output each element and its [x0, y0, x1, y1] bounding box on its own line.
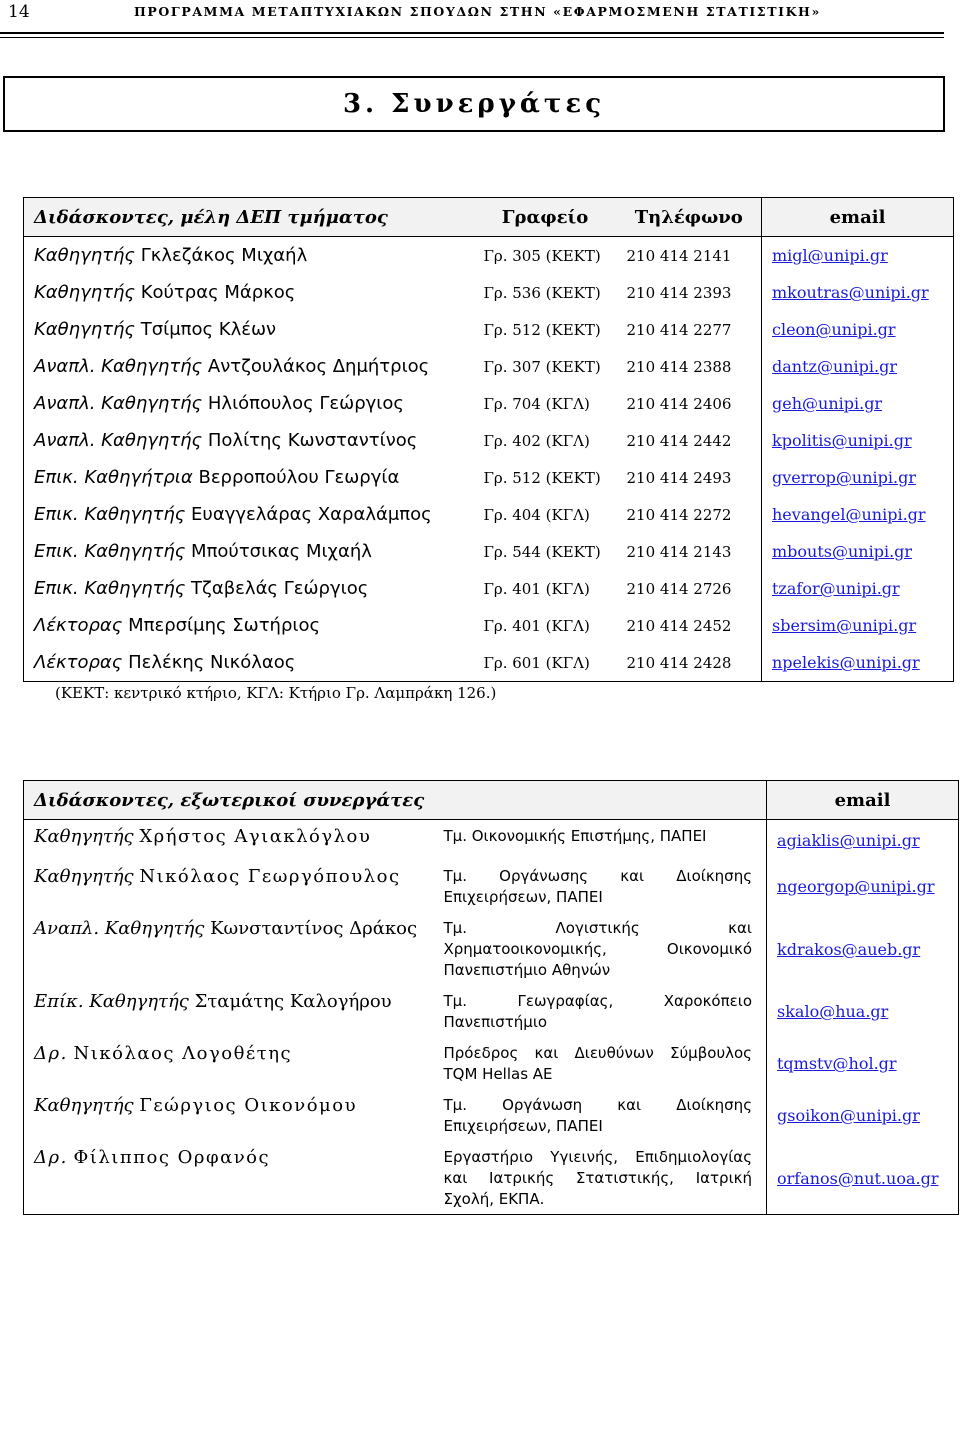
- email-link[interactable]: orfanos@nut.uoa.gr: [777, 1168, 939, 1188]
- external-affiliation: Τμ. Γεωγραφίας, Χαροκόπειο Πανεπιστήμιο: [443, 991, 752, 1031]
- faculty-office: Γρ. 402 (ΚΓΛ): [483, 431, 590, 450]
- email-link[interactable]: gsoikon@unipi.gr: [777, 1106, 920, 1125]
- faculty-office: Γρ. 401 (ΚΓΛ): [483, 616, 590, 635]
- col-header-office: Γραφείο: [474, 198, 617, 237]
- faculty-phone: 210 414 2726: [626, 579, 732, 598]
- faculty-phone: 210 414 2143: [626, 542, 732, 561]
- section-title-box: [3, 76, 945, 132]
- faculty-row: [24, 496, 954, 533]
- faculty-office: Γρ. 404 (ΚΓΛ): [483, 505, 590, 524]
- faculty-row: [24, 237, 954, 275]
- email-link[interactable]: dantz@unipi.gr: [772, 357, 898, 376]
- faculty-email-cell: [762, 237, 954, 275]
- external-name: Αναπλ. Καθηγητής Κωνσταντίνος Δράκος: [34, 917, 418, 939]
- external-name: Καθηγητής Νικόλαος Γεωργόπουλος: [34, 865, 401, 887]
- faculty-phone: 210 414 2493: [626, 468, 732, 487]
- email-link[interactable]: skalo@hua.gr: [777, 1002, 889, 1021]
- col-header-external-email: email: [767, 781, 959, 820]
- external-email-cell: [767, 985, 959, 1037]
- faculty-email-cell: [762, 570, 954, 607]
- faculty-email-cell: [762, 274, 954, 311]
- faculty-header-row: [24, 198, 954, 237]
- faculty-row: [24, 459, 954, 496]
- faculty-row: [24, 348, 954, 385]
- external-row: [24, 820, 959, 860]
- external-name: Δρ. Φίλιππος Ορφανός: [34, 1146, 271, 1168]
- col-header-name: Διδάσκοντες, μέλη ΔΕΠ τμήματος: [24, 198, 474, 237]
- col-header-affiliation: [434, 781, 767, 820]
- faculty-row: [24, 570, 954, 607]
- external-row: [24, 1141, 959, 1215]
- faculty-phone: 210 414 2272: [626, 505, 732, 524]
- faculty-name: Καθηγητής Γκλεζάκος Μιχαήλ: [34, 245, 308, 266]
- faculty-name: Αναπλ. Καθηγητής Ηλιόπουλος Γεώργιος: [34, 393, 404, 414]
- faculty-office: Γρ. 305 (ΚΕΚΤ): [483, 246, 601, 265]
- faculty-name: Επικ. Καθηγητής Τζαβελάς Γεώργιος: [34, 578, 369, 599]
- faculty-email-cell: [762, 348, 954, 385]
- external-row: [24, 1037, 959, 1089]
- email-link[interactable]: geh@unipi.gr: [772, 394, 883, 413]
- email-link[interactable]: gverrop@unipi.gr: [772, 468, 916, 487]
- header-rule: [0, 32, 944, 34]
- external-affiliation: Τμ. Λογιστικής και Χρηματοοικονομικής, Οικονομικό Πανεπιστήμιο Αθηνών: [443, 918, 752, 979]
- external-row: [24, 985, 959, 1037]
- email-link[interactable]: kpolitis@unipi.gr: [772, 431, 912, 450]
- external-email-cell: [767, 1141, 959, 1215]
- faculty-email-cell: [762, 459, 954, 496]
- faculty-email-cell: [762, 496, 954, 533]
- external-email-cell: [767, 1037, 959, 1089]
- email-link[interactable]: npelekis@unipi.gr: [772, 653, 920, 672]
- faculty-name: Καθηγητής Τσίμπος Κλέων: [34, 319, 277, 340]
- external-affiliation: Τμ. Οικονομικής Επιστήμης, ΠΑΠΕΙ: [434, 820, 767, 860]
- external-name: Καθηγητής Χρήστος Αγιακλόγλου: [24, 820, 434, 860]
- faculty-email-cell: [762, 385, 954, 422]
- building-note: (ΚΕΚΤ: κεντρικό κτήριο, ΚΓΛ: Κτήριο Γρ. Λαμπράκη 126.): [55, 684, 497, 702]
- faculty-email-cell: [762, 422, 954, 459]
- email-link[interactable]: sbersim@unipi.gr: [772, 616, 917, 635]
- faculty-row: [24, 311, 954, 348]
- external-row: [24, 860, 959, 912]
- faculty-phone: 210 414 2452: [626, 616, 732, 635]
- email-link[interactable]: tzafor@unipi.gr: [772, 579, 900, 598]
- email-link[interactable]: mbouts@unipi.gr: [772, 542, 913, 561]
- faculty-name: Επικ. Καθηγητής Ευαγγελάρας Χαραλάμπος: [34, 504, 432, 525]
- faculty-name: Αναπλ. Καθηγητής Πολίτης Κωνσταντίνος: [34, 430, 418, 451]
- external-name: Καθηγητής Γεώργιος Οικονόμου: [34, 1094, 358, 1116]
- faculty-name: Αναπλ. Καθηγητής Αντζουλάκος Δημήτριος: [34, 356, 430, 377]
- faculty-office: Γρ. 307 (ΚΕΚΤ): [483, 357, 601, 376]
- faculty-name: Λέκτορας Μπερσίμης Σωτήριος: [34, 615, 321, 636]
- external-table: [23, 780, 959, 1215]
- faculty-office: Γρ. 401 (ΚΓΛ): [483, 579, 590, 598]
- external-email-cell: [767, 860, 959, 912]
- faculty-name: Λέκτορας Πελέκης Νικόλαος: [34, 652, 296, 673]
- faculty-phone: 210 414 2428: [626, 653, 732, 672]
- faculty-table: [23, 197, 954, 682]
- external-affiliation: Τμ. Οργάνωση και Διοίκησης Επιχειρήσεων, ΠΑΠΕΙ: [443, 1095, 752, 1135]
- faculty-email-cell: [762, 311, 954, 348]
- faculty-email-cell: [762, 644, 954, 682]
- external-email-cell: [767, 820, 959, 860]
- faculty-office: Γρ. 704 (ΚΓΛ): [483, 394, 590, 413]
- page-number: 14: [8, 2, 30, 22]
- email-link[interactable]: hevangel@unipi.gr: [772, 505, 926, 524]
- external-affiliation: Τμ. Οργάνωσης και Διοίκησης Επιχειρήσεων, ΠΑΠΕΙ: [443, 866, 752, 906]
- email-link[interactable]: agiaklis@unipi.gr: [777, 831, 920, 851]
- faculty-phone: 210 414 2277: [626, 320, 732, 339]
- faculty-name: Επικ. Καθηγήτρια Βερροπούλου Γεωργία: [34, 467, 400, 488]
- faculty-phone: 210 414 2141: [626, 246, 732, 265]
- external-header-row: [24, 781, 959, 820]
- faculty-row: [24, 533, 954, 570]
- col-header-external-name: Διδάσκοντες, εξωτερικοί συνεργάτες: [24, 781, 434, 820]
- faculty-email-cell: [762, 607, 954, 644]
- external-name: Επίκ. Καθηγητής Σταμάτης Καλογήρου: [34, 990, 392, 1012]
- faculty-email-cell: [762, 533, 954, 570]
- faculty-office: Γρ. 544 (ΚΕΚΤ): [483, 542, 601, 561]
- faculty-phone: 210 414 2406: [626, 394, 732, 413]
- external-name: Δρ. Νικόλαος Λογοθέτης: [34, 1042, 293, 1064]
- external-email-cell: [767, 912, 959, 985]
- email-link[interactable]: kdrakos@aueb.gr: [777, 939, 921, 959]
- external-row: [24, 912, 959, 985]
- email-link[interactable]: ngeorgop@unipi.gr: [777, 877, 935, 896]
- email-link[interactable]: cleon@unipi.gr: [772, 320, 896, 339]
- email-link[interactable]: mkoutras@unipi.gr: [772, 283, 929, 302]
- header-rule-thin: [0, 37, 944, 38]
- col-header-phone: Τηλέφωνο: [617, 198, 762, 237]
- faculty-row: [24, 644, 954, 682]
- faculty-row: [24, 607, 954, 644]
- email-link[interactable]: tqmstv@hol.gr: [777, 1054, 897, 1073]
- page-header: [0, 0, 960, 40]
- external-email-cell: [767, 1089, 959, 1141]
- external-affiliation: Εργαστήριο Υγιεινής, Επιδημιολογίας και Ιατρικής Στατιστικής, Ιατρική Σχολή, ΕΚΠΑ.: [443, 1147, 752, 1208]
- running-title: ΠΡΟΓΡΑΜΜΑ ΜΕΤΑΠΤΥΧΙΑΚΩΝ ΣΠΟΥΔΩΝ ΣΤΗΝ «ΕΦΑΡΜΟΣΜΕΝΗ ΣΤΑΤΙΣΤΙΚΗ»: [134, 4, 821, 19]
- faculty-office: Γρ. 536 (ΚΕΚΤ): [483, 283, 601, 302]
- faculty-office: Γρ. 512 (ΚΕΚΤ): [483, 320, 601, 339]
- faculty-phone: 210 414 2393: [626, 283, 732, 302]
- external-affiliation: Πρόεδρος και Διευθύνων Σύμβουλος TQM Hellas AE: [443, 1043, 752, 1083]
- faculty-name: Καθηγητής Κούτρας Μάρκος: [34, 282, 296, 303]
- section-title: 3. Συνεργάτες: [342, 89, 606, 119]
- faculty-phone: 210 414 2442: [626, 431, 732, 450]
- faculty-row: [24, 422, 954, 459]
- faculty-row: [24, 274, 954, 311]
- external-row: [24, 1089, 959, 1141]
- faculty-row: [24, 385, 954, 422]
- faculty-office: Γρ. 512 (ΚΕΚΤ): [483, 468, 601, 487]
- faculty-name: Επικ. Καθηγητής Μπούτσικας Μιχαήλ: [34, 541, 372, 562]
- email-link[interactable]: migl@unipi.gr: [772, 246, 888, 265]
- faculty-office: Γρ. 601 (ΚΓΛ): [483, 653, 590, 672]
- col-header-email: email: [762, 198, 954, 237]
- faculty-phone: 210 414 2388: [626, 357, 732, 376]
